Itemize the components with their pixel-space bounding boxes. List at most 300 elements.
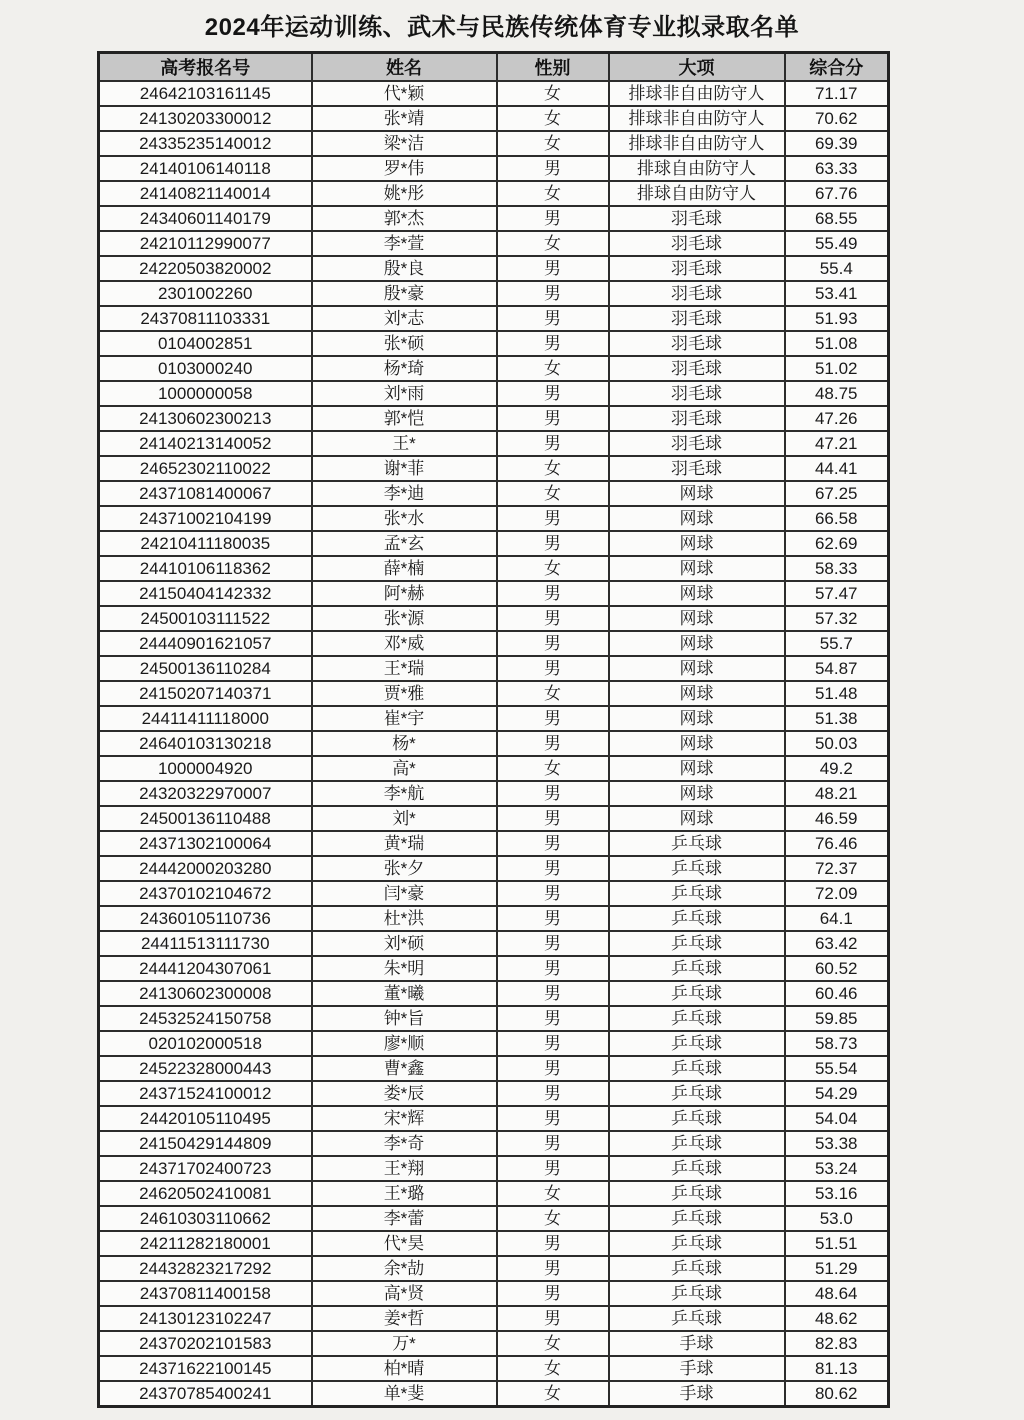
- cell-name: 李*航: [312, 781, 497, 806]
- cell-name: 高*贤: [312, 1281, 497, 1306]
- cell-composite-score: 51.48: [785, 681, 889, 706]
- cell-sport-event: 排球自由防守人: [609, 156, 785, 181]
- cell-gender: 女: [497, 106, 609, 131]
- cell-exam-reg-number: 24371622100145: [99, 1356, 312, 1381]
- cell-gender: 男: [497, 1006, 609, 1031]
- table-row: [99, 556, 889, 581]
- table-row: [99, 81, 889, 106]
- cell-name: 廖*顺: [312, 1031, 497, 1056]
- cell-gender: 男: [497, 406, 609, 431]
- cell-name: 代*颖: [312, 81, 497, 106]
- cell-composite-score: 51.08: [785, 331, 889, 356]
- table-row: [99, 881, 889, 906]
- cell-name: 朱*明: [312, 956, 497, 981]
- cell-sport-event: 网球: [609, 506, 785, 531]
- cell-gender: 男: [497, 731, 609, 756]
- table-row: [99, 656, 889, 681]
- cell-exam-reg-number: 24150429144809: [99, 1131, 312, 1156]
- cell-composite-score: 55.49: [785, 231, 889, 256]
- cell-name: 殷*良: [312, 256, 497, 281]
- cell-sport-event: 羽毛球: [609, 281, 785, 306]
- cell-name: 阿*赫: [312, 581, 497, 606]
- cell-gender: 男: [497, 506, 609, 531]
- cell-composite-score: 58.73: [785, 1031, 889, 1056]
- table-row: [99, 156, 889, 181]
- cell-name: 罗*伟: [312, 156, 497, 181]
- cell-name: 姚*彤: [312, 181, 497, 206]
- cell-name: 李*蕾: [312, 1206, 497, 1231]
- cell-gender: 男: [497, 381, 609, 406]
- cell-composite-score: 53.41: [785, 281, 889, 306]
- cell-sport-event: 网球: [609, 706, 785, 731]
- cell-exam-reg-number: 24370811103331: [99, 306, 312, 331]
- cell-sport-event: 乒乓球: [609, 881, 785, 906]
- table-row: [99, 831, 889, 856]
- cell-composite-score: 50.03: [785, 731, 889, 756]
- cell-name: 李*迪: [312, 481, 497, 506]
- cell-exam-reg-number: 24370202101583: [99, 1331, 312, 1356]
- cell-sport-event: 手球: [609, 1356, 785, 1381]
- cell-gender: 男: [497, 1306, 609, 1331]
- cell-exam-reg-number: 24371002104199: [99, 506, 312, 531]
- cell-composite-score: 71.17: [785, 81, 889, 106]
- cell-exam-reg-number: 24440901621057: [99, 631, 312, 656]
- cell-gender: 男: [497, 1231, 609, 1256]
- table-row: [99, 531, 889, 556]
- cell-sport-event: 乒乓球: [609, 1081, 785, 1106]
- cell-composite-score: 55.7: [785, 631, 889, 656]
- cell-exam-reg-number: 0103000240: [99, 356, 312, 381]
- cell-gender: 女: [497, 181, 609, 206]
- cell-gender: 女: [497, 1181, 609, 1206]
- cell-name: 曹*鑫: [312, 1056, 497, 1081]
- cell-gender: 女: [497, 231, 609, 256]
- cell-gender: 男: [497, 1256, 609, 1281]
- cell-sport-event: 乒乓球: [609, 1281, 785, 1306]
- cell-gender: 男: [497, 981, 609, 1006]
- cell-name: 闫*豪: [312, 881, 497, 906]
- cell-sport-event: 网球: [609, 531, 785, 556]
- cell-gender: 男: [497, 531, 609, 556]
- cell-composite-score: 67.76: [785, 181, 889, 206]
- table-row: [99, 1206, 889, 1231]
- cell-name: 崔*宇: [312, 706, 497, 731]
- cell-gender: 男: [497, 1131, 609, 1156]
- cell-composite-score: 70.62: [785, 106, 889, 131]
- table-row: [99, 1156, 889, 1181]
- cell-exam-reg-number: 2301002260: [99, 281, 312, 306]
- cell-name: 贾*雅: [312, 681, 497, 706]
- cell-name: 郭*恺: [312, 406, 497, 431]
- cell-name: 郭*杰: [312, 206, 497, 231]
- cell-composite-score: 68.55: [785, 206, 889, 231]
- cell-exam-reg-number: 24500136110488: [99, 806, 312, 831]
- cell-sport-event: 乒乓球: [609, 831, 785, 856]
- cell-sport-event: 乒乓球: [609, 1256, 785, 1281]
- cell-sport-event: 网球: [609, 556, 785, 581]
- cell-sport-event: 网球: [609, 606, 785, 631]
- cell-sport-event: 网球: [609, 631, 785, 656]
- cell-composite-score: 48.64: [785, 1281, 889, 1306]
- cell-name: 孟*玄: [312, 531, 497, 556]
- cell-sport-event: 乒乓球: [609, 1056, 785, 1081]
- cell-composite-score: 81.13: [785, 1356, 889, 1381]
- cell-name: 万*: [312, 1331, 497, 1356]
- cell-composite-score: 54.04: [785, 1106, 889, 1131]
- table-row: [99, 806, 889, 831]
- cell-sport-event: 乒乓球: [609, 1231, 785, 1256]
- cell-composite-score: 63.42: [785, 931, 889, 956]
- cell-exam-reg-number: 24500103111522: [99, 606, 312, 631]
- cell-composite-score: 60.46: [785, 981, 889, 1006]
- cell-sport-event: 手球: [609, 1381, 785, 1407]
- cell-exam-reg-number: 24610303110662: [99, 1206, 312, 1231]
- cell-composite-score: 80.62: [785, 1381, 889, 1407]
- cell-gender: 男: [497, 956, 609, 981]
- table-row: [99, 1081, 889, 1106]
- table-header: [99, 53, 889, 82]
- cell-name: 王*璐: [312, 1181, 497, 1206]
- cell-gender: 女: [497, 1331, 609, 1356]
- cell-composite-score: 46.59: [785, 806, 889, 831]
- cell-sport-event: 网球: [609, 806, 785, 831]
- cell-gender: 男: [497, 831, 609, 856]
- table-row: [99, 1006, 889, 1031]
- cell-name: 李*奇: [312, 1131, 497, 1156]
- cell-sport-event: 排球非自由防守人: [609, 131, 785, 156]
- cell-gender: 女: [497, 756, 609, 781]
- cell-composite-score: 60.52: [785, 956, 889, 981]
- cell-sport-event: 乒乓球: [609, 1181, 785, 1206]
- cell-composite-score: 57.32: [785, 606, 889, 631]
- table-row: [99, 231, 889, 256]
- cell-sport-event: 乒乓球: [609, 956, 785, 981]
- cell-composite-score: 47.21: [785, 431, 889, 456]
- cell-exam-reg-number: 24320322970007: [99, 781, 312, 806]
- column-header-sport-event: 大项: [609, 53, 785, 82]
- cell-exam-reg-number: 020102000518: [99, 1031, 312, 1056]
- admission-table: [97, 51, 890, 1408]
- table-row: [99, 631, 889, 656]
- cell-exam-reg-number: 24420105110495: [99, 1106, 312, 1131]
- cell-gender: 男: [497, 306, 609, 331]
- cell-sport-event: 网球: [609, 481, 785, 506]
- cell-composite-score: 51.93: [785, 306, 889, 331]
- cell-composite-score: 51.02: [785, 356, 889, 381]
- cell-name: 张*源: [312, 606, 497, 631]
- cell-exam-reg-number: 24370785400241: [99, 1381, 312, 1407]
- cell-name: 王*: [312, 431, 497, 456]
- cell-exam-reg-number: 24411513111730: [99, 931, 312, 956]
- cell-name: 张*硕: [312, 331, 497, 356]
- table-row: [99, 431, 889, 456]
- cell-exam-reg-number: 24370102104672: [99, 881, 312, 906]
- cell-name: 杜*洪: [312, 906, 497, 931]
- cell-composite-score: 59.85: [785, 1006, 889, 1031]
- cell-name: 单*斐: [312, 1381, 497, 1407]
- cell-gender: 女: [497, 456, 609, 481]
- cell-gender: 男: [497, 1031, 609, 1056]
- cell-exam-reg-number: 0104002851: [99, 331, 312, 356]
- cell-gender: 男: [497, 331, 609, 356]
- cell-exam-reg-number: 24620502410081: [99, 1181, 312, 1206]
- cell-gender: 男: [497, 256, 609, 281]
- cell-composite-score: 63.33: [785, 156, 889, 181]
- cell-composite-score: 55.4: [785, 256, 889, 281]
- cell-sport-event: 羽毛球: [609, 431, 785, 456]
- cell-exam-reg-number: 24532524150758: [99, 1006, 312, 1031]
- cell-gender: 男: [497, 606, 609, 631]
- table-row: [99, 606, 889, 631]
- cell-composite-score: 51.29: [785, 1256, 889, 1281]
- cell-name: 杨*: [312, 731, 497, 756]
- cell-sport-event: 排球非自由防守人: [609, 81, 785, 106]
- table-row: [99, 106, 889, 131]
- cell-sport-event: 羽毛球: [609, 381, 785, 406]
- cell-gender: 男: [497, 1056, 609, 1081]
- cell-sport-event: 网球: [609, 781, 785, 806]
- table-row: [99, 1231, 889, 1256]
- cell-exam-reg-number: 24371081400067: [99, 481, 312, 506]
- cell-composite-score: 69.39: [785, 131, 889, 156]
- cell-sport-event: 羽毛球: [609, 206, 785, 231]
- cell-exam-reg-number: 24371302100064: [99, 831, 312, 856]
- cell-gender: 男: [497, 631, 609, 656]
- table-row: [99, 131, 889, 156]
- table-row: [99, 1031, 889, 1056]
- table-row: [99, 456, 889, 481]
- table-row: [99, 206, 889, 231]
- cell-name: 梁*洁: [312, 131, 497, 156]
- cell-composite-score: 53.24: [785, 1156, 889, 1181]
- cell-composite-score: 72.37: [785, 856, 889, 881]
- cell-gender: 男: [497, 656, 609, 681]
- table-row: [99, 1306, 889, 1331]
- table-row: [99, 956, 889, 981]
- cell-sport-event: 羽毛球: [609, 256, 785, 281]
- cell-gender: 男: [497, 1281, 609, 1306]
- cell-sport-event: 排球自由防守人: [609, 181, 785, 206]
- cell-name: 薛*楠: [312, 556, 497, 581]
- cell-exam-reg-number: 24500136110284: [99, 656, 312, 681]
- cell-name: 张*夕: [312, 856, 497, 881]
- cell-gender: 男: [497, 206, 609, 231]
- cell-sport-event: 羽毛球: [609, 331, 785, 356]
- cell-exam-reg-number: 24140213140052: [99, 431, 312, 456]
- cell-name: 高*: [312, 756, 497, 781]
- cell-gender: 女: [497, 1206, 609, 1231]
- cell-gender: 男: [497, 856, 609, 881]
- cell-composite-score: 57.47: [785, 581, 889, 606]
- cell-gender: 男: [497, 581, 609, 606]
- table-row: [99, 706, 889, 731]
- cell-composite-score: 76.46: [785, 831, 889, 856]
- cell-exam-reg-number: 24522328000443: [99, 1056, 312, 1081]
- cell-name: 王*瑞: [312, 656, 497, 681]
- cell-gender: 女: [497, 1381, 609, 1407]
- table-row: [99, 1281, 889, 1306]
- page-title: 2024年运动训练、武术与民族传统体育专业拟录取名单: [204, 14, 800, 41]
- cell-name: 张*靖: [312, 106, 497, 131]
- cell-gender: 女: [497, 131, 609, 156]
- table-row: [99, 406, 889, 431]
- column-header-name: 姓名: [312, 53, 497, 82]
- table-row: [99, 1356, 889, 1381]
- cell-exam-reg-number: 24441204307061: [99, 956, 312, 981]
- cell-sport-event: 乒乓球: [609, 1206, 785, 1231]
- cell-gender: 男: [497, 906, 609, 931]
- cell-name: 刘*志: [312, 306, 497, 331]
- cell-composite-score: 48.21: [785, 781, 889, 806]
- cell-name: 刘*: [312, 806, 497, 831]
- cell-sport-event: 网球: [609, 756, 785, 781]
- cell-exam-reg-number: 24210112990077: [99, 231, 312, 256]
- cell-sport-event: 羽毛球: [609, 231, 785, 256]
- table-row: [99, 281, 889, 306]
- table-row: [99, 381, 889, 406]
- table-row: [99, 356, 889, 381]
- cell-composite-score: 51.51: [785, 1231, 889, 1256]
- cell-sport-event: 手球: [609, 1331, 785, 1356]
- cell-composite-score: 72.09: [785, 881, 889, 906]
- table-row: [99, 1131, 889, 1156]
- cell-exam-reg-number: 24140821140014: [99, 181, 312, 206]
- cell-sport-event: 乒乓球: [609, 1106, 785, 1131]
- table-header-row: [99, 53, 889, 82]
- table-row: [99, 1106, 889, 1131]
- table-row: [99, 581, 889, 606]
- table-row: [99, 856, 889, 881]
- table-row: [99, 181, 889, 206]
- cell-gender: 男: [497, 881, 609, 906]
- table-row: [99, 331, 889, 356]
- table-row: [99, 306, 889, 331]
- cell-name: 柏*晴: [312, 1356, 497, 1381]
- cell-gender: 男: [497, 806, 609, 831]
- cell-composite-score: 58.33: [785, 556, 889, 581]
- table-row: [99, 681, 889, 706]
- table-row: [99, 731, 889, 756]
- cell-sport-event: 羽毛球: [609, 456, 785, 481]
- cell-composite-score: 51.38: [785, 706, 889, 731]
- cell-composite-score: 62.69: [785, 531, 889, 556]
- table-body: [99, 81, 889, 1407]
- cell-name: 谢*菲: [312, 456, 497, 481]
- cell-name: 黄*瑞: [312, 831, 497, 856]
- cell-gender: 男: [497, 1081, 609, 1106]
- table-row: [99, 256, 889, 281]
- cell-exam-reg-number: 24371702400723: [99, 1156, 312, 1181]
- cell-composite-score: 67.25: [785, 481, 889, 506]
- cell-exam-reg-number: 24150207140371: [99, 681, 312, 706]
- table-row: [99, 906, 889, 931]
- cell-sport-event: 乒乓球: [609, 1131, 785, 1156]
- cell-sport-event: 羽毛球: [609, 306, 785, 331]
- cell-exam-reg-number: 1000004920: [99, 756, 312, 781]
- cell-composite-score: 47.26: [785, 406, 889, 431]
- cell-exam-reg-number: 24210411180035: [99, 531, 312, 556]
- cell-sport-event: 乒乓球: [609, 906, 785, 931]
- table-row: [99, 781, 889, 806]
- cell-exam-reg-number: 24371524100012: [99, 1081, 312, 1106]
- cell-exam-reg-number: 1000000058: [99, 381, 312, 406]
- cell-sport-event: 羽毛球: [609, 356, 785, 381]
- cell-exam-reg-number: 24411411118000: [99, 706, 312, 731]
- cell-name: 余*劼: [312, 1256, 497, 1281]
- table-row: [99, 756, 889, 781]
- cell-exam-reg-number: 24360105110736: [99, 906, 312, 931]
- cell-sport-event: 乒乓球: [609, 981, 785, 1006]
- cell-sport-event: 乒乓球: [609, 1306, 785, 1331]
- column-header-gender: 性别: [497, 53, 609, 82]
- cell-exam-reg-number: 24442000203280: [99, 856, 312, 881]
- cell-exam-reg-number: 24370811400158: [99, 1281, 312, 1306]
- cell-sport-event: 网球: [609, 656, 785, 681]
- cell-gender: 女: [497, 481, 609, 506]
- cell-exam-reg-number: 24652302110022: [99, 456, 312, 481]
- table-row: [99, 1331, 889, 1356]
- cell-name: 王*翔: [312, 1156, 497, 1181]
- cell-gender: 女: [497, 1356, 609, 1381]
- cell-composite-score: 49.2: [785, 756, 889, 781]
- cell-gender: 男: [497, 431, 609, 456]
- cell-exam-reg-number: 24335235140012: [99, 131, 312, 156]
- cell-composite-score: 55.54: [785, 1056, 889, 1081]
- cell-composite-score: 64.1: [785, 906, 889, 931]
- cell-sport-event: 排球非自由防守人: [609, 106, 785, 131]
- cell-name: 代*昊: [312, 1231, 497, 1256]
- cell-sport-event: 乒乓球: [609, 1031, 785, 1056]
- cell-exam-reg-number: 24130203300012: [99, 106, 312, 131]
- table-row: [99, 506, 889, 531]
- cell-exam-reg-number: 24130602300213: [99, 406, 312, 431]
- cell-composite-score: 82.83: [785, 1331, 889, 1356]
- table-row: [99, 931, 889, 956]
- cell-composite-score: 54.29: [785, 1081, 889, 1106]
- cell-exam-reg-number: 24220503820002: [99, 256, 312, 281]
- cell-exam-reg-number: 24211282180001: [99, 1231, 312, 1256]
- cell-gender: 男: [497, 1156, 609, 1181]
- cell-gender: 男: [497, 931, 609, 956]
- cell-exam-reg-number: 24340601140179: [99, 206, 312, 231]
- cell-name: 刘*硕: [312, 931, 497, 956]
- cell-name: 李*萱: [312, 231, 497, 256]
- cell-exam-reg-number: 24150404142332: [99, 581, 312, 606]
- cell-name: 张*水: [312, 506, 497, 531]
- cell-sport-event: 乒乓球: [609, 931, 785, 956]
- cell-name: 刘*雨: [312, 381, 497, 406]
- cell-name: 宋*辉: [312, 1106, 497, 1131]
- table-row: [99, 1381, 889, 1407]
- cell-exam-reg-number: 24640103130218: [99, 731, 312, 756]
- table-row: [99, 481, 889, 506]
- column-header-composite-score: 综合分: [785, 53, 889, 82]
- cell-gender: 男: [497, 781, 609, 806]
- cell-gender: 女: [497, 356, 609, 381]
- cell-exam-reg-number: 24130602300008: [99, 981, 312, 1006]
- cell-name: 杨*琦: [312, 356, 497, 381]
- cell-name: 钟*旨: [312, 1006, 497, 1031]
- cell-composite-score: 53.38: [785, 1131, 889, 1156]
- cell-composite-score: 48.62: [785, 1306, 889, 1331]
- cell-name: 姜*哲: [312, 1306, 497, 1331]
- cell-gender: 女: [497, 81, 609, 106]
- cell-sport-event: 乒乓球: [609, 1156, 785, 1181]
- cell-composite-score: 44.41: [785, 456, 889, 481]
- table-row: [99, 1181, 889, 1206]
- column-header-exam-reg-number: 高考报名号: [99, 53, 312, 82]
- cell-exam-reg-number: 24642103161145: [99, 81, 312, 106]
